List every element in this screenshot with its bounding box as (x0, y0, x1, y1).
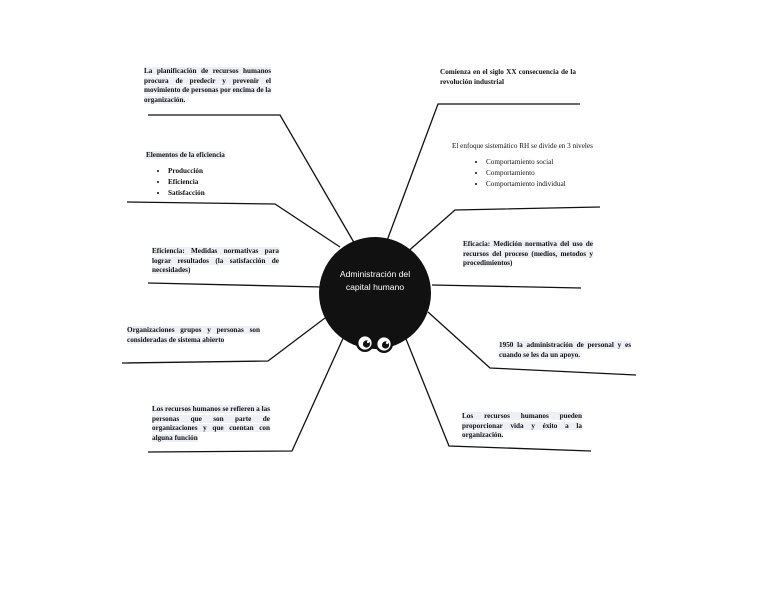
note-eficacia (463, 240, 593, 269)
note-elementos-list (146, 167, 266, 199)
note-1950 (499, 341, 631, 360)
note-exito (462, 412, 582, 441)
central-node-title: Administración del capital humano (339, 269, 411, 292)
connector-elementos (127, 202, 340, 247)
note-organizaciones-text: Organizaciones grupos y personas son consideradas de sistema abierto (127, 326, 260, 344)
note-siglo-xx-text: Comienza en el siglo XX consecuencia de la revolución industrial (440, 68, 576, 86)
note-exito-text: Los recursos humanos pueden proporcionar vida y éxito a la organización. (462, 412, 582, 440)
note-eficiencia-text: Eficiencia: Medidas normativas para lograr resultados (la satisfacción de necesidades) (152, 247, 279, 275)
list-item: • Eficiencia (168, 178, 266, 188)
connector-eficiencia (148, 283, 322, 287)
list-item: • Producción (168, 167, 266, 177)
note-enfoque-list (452, 158, 627, 190)
note-elementos-title: Elementos de la eficiencia (146, 151, 225, 159)
central-node[interactable] (319, 237, 431, 349)
note-planificacion-text: La planificación de recursos humanos procura de predecir y prevenir el movimiento de personas por encima de la organización. (144, 67, 271, 104)
note-1950-text: 1950 la administración de personal y es cuando se les da un apoyo. (499, 341, 631, 359)
list-item: • Comportamiento (486, 169, 627, 179)
note-eficacia-text: Eficacia: Medición normativa del uso de recursos del proceso (medios, metodos y procedimientos) (463, 240, 593, 268)
list-item: • Comportamiento social (486, 158, 627, 168)
note-planificacion (144, 67, 271, 105)
note-recursos-text: Los recursos humanos se refieren a las personas que son parte de organizaciones y que cuentan con alguna función (152, 405, 270, 442)
note-enfoque (452, 142, 627, 191)
note-eficiencia (152, 247, 279, 276)
note-enfoque-title: El enfoque sistemático RH se divide en 3 niveles (452, 142, 593, 150)
note-siglo-xx (440, 68, 576, 87)
note-organizaciones (127, 326, 260, 345)
list-item: • Comportamiento individual (486, 180, 627, 190)
note-elementos (146, 151, 266, 200)
note-recursos (152, 405, 270, 443)
connector-eficacia (432, 285, 581, 288)
list-item: • Satisfacción (168, 189, 266, 199)
